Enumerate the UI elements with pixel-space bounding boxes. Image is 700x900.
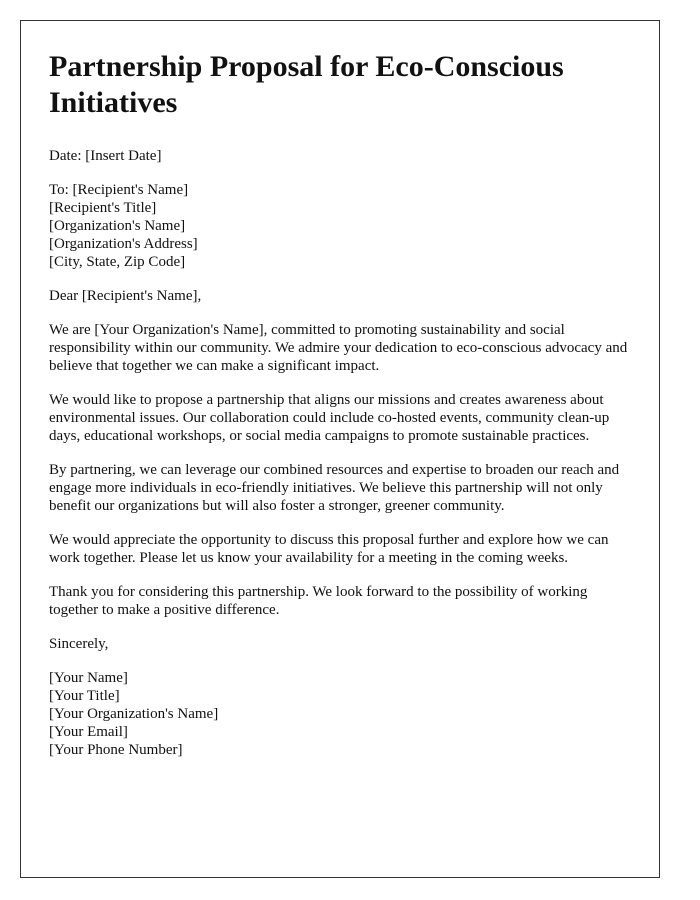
signature-block xyxy=(49,669,635,759)
recipient-block xyxy=(49,181,635,271)
body-paragraph: We would appreciate the opportunity to discuss this proposal further and explore how we can work together. Please let us know your availability for a meeting in the coming weeks. xyxy=(49,532,609,566)
body-paragraph: Thank you for considering this partnership. We look forward to the possibility of working together to make a positive difference. xyxy=(49,584,588,618)
signature-organization: [Your Organization's Name] xyxy=(49,706,219,722)
body-paragraph: We would like to propose a partnership that aligns our missions and creates awareness about environmental issues. Our collaboration could include co-hosted events, community clean-up days, educational workshops, or social media campaigns to promote sustainable practices. xyxy=(49,392,610,444)
body-paragraph: By partnering, we can leverage our combined resources and expertise to broaden our reach and engage more individuals in eco-friendly initiatives. We believe this partnership will not only benefit our organizations but will also foster a stronger, greener community. xyxy=(49,462,620,514)
signature-title: [Your Title] xyxy=(49,688,120,704)
letter-title: Partnership Proposal for Eco-Conscious Initiatives xyxy=(49,50,564,119)
signature-phone: [Your Phone Number] xyxy=(49,742,183,758)
signature-name: [Your Name] xyxy=(49,670,128,686)
recipient-title: [Recipient's Title] xyxy=(49,200,157,216)
recipient-name: To: [Recipient's Name] xyxy=(49,182,189,198)
salutation: Dear [Recipient's Name], xyxy=(49,288,202,304)
closing: Sincerely, xyxy=(49,636,109,652)
body-paragraph: We are [Your Organization's Name], committed to promoting sustainability and social responsibility within our community. We admire your dedication to eco-conscious advocacy and believe that together we can make a significant impact. xyxy=(49,322,628,374)
recipient-organization: [Organization's Name] xyxy=(49,218,186,234)
letter-content xyxy=(49,49,635,775)
letter-page xyxy=(20,20,660,878)
recipient-address: [Organization's Address] xyxy=(49,236,198,252)
signature-email: [Your Email] xyxy=(49,724,128,740)
date-line: Date: [Insert Date] xyxy=(49,148,162,164)
recipient-city: [City, State, Zip Code] xyxy=(49,254,186,270)
